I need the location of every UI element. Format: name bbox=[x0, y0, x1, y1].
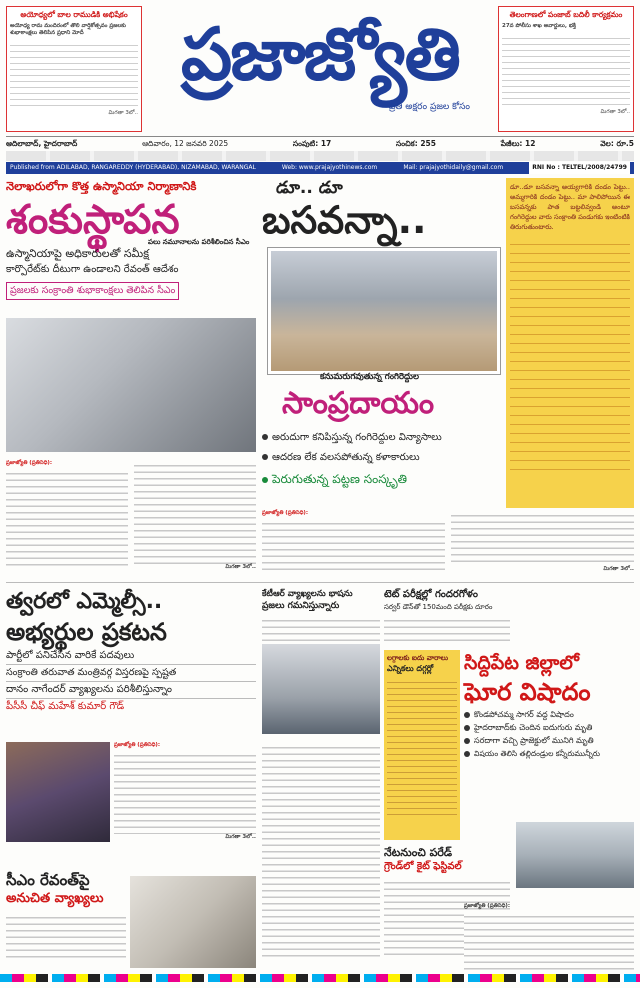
left-box-text bbox=[10, 40, 138, 110]
bullet-icon bbox=[464, 751, 470, 757]
story3-lines bbox=[114, 750, 256, 834]
story2-body bbox=[262, 510, 634, 578]
story2-b1-text: అరుదుగా కనిపిస్తున్న గంగిరెద్దుల విన్యాసాలు bbox=[272, 432, 442, 443]
story7-headline: ఎన్నికలు దగ్గర్లో bbox=[387, 664, 434, 673]
story2-col1-lines bbox=[262, 518, 445, 573]
story2-byline: ప్రజాజ్యోతి (ప్రతినిధి): bbox=[262, 510, 309, 516]
story6-b2 bbox=[464, 721, 634, 734]
story1-deck1: ఉస్మానియాపై అధికారులతో సమీక్ష bbox=[6, 247, 149, 260]
story6-body bbox=[464, 892, 634, 968]
story-elections-box bbox=[384, 650, 460, 840]
story6-b1-text: కొండపోచమ్మ సాగర్ వద్ద విషాదం bbox=[474, 710, 574, 719]
story-mlc bbox=[6, 588, 256, 738]
bullet-icon bbox=[262, 477, 268, 483]
story2-side-lines bbox=[510, 236, 630, 476]
story6-b2-text: హైదరాబాద్‌కు చెందిన ఐదుగురు మృతి bbox=[474, 723, 593, 732]
bullet-icon bbox=[262, 434, 268, 440]
story6-headline2: ఘోర విషాదం bbox=[464, 678, 591, 706]
dateline-volume: సంపుటి: 17 bbox=[292, 139, 332, 148]
story2-b3 bbox=[262, 470, 407, 488]
story3-l1: పార్టీలో పనిచేసిన వారికే పదవులు bbox=[6, 648, 256, 665]
story-shankusthapana bbox=[6, 178, 256, 458]
bullet-icon bbox=[262, 454, 268, 460]
story3-body bbox=[114, 742, 256, 842]
story1-kicker: నెలాఖరులోగా కొత్త ఉస్మానియా నిర్మాణానికి bbox=[6, 179, 197, 193]
story6-headline1: సిద్దిపేట జిల్లాలో bbox=[464, 652, 579, 674]
web-address[interactable]: Web: www.prajajyothinews.com bbox=[281, 164, 378, 171]
story1-col1 bbox=[6, 460, 128, 580]
story1-deck2: కార్పొరేట్‌కు దీటుగా ఉండాలని రేవంత్ ఆదేశం bbox=[6, 264, 179, 275]
story5-sub: సర్వర్ డౌన్‌తో 150మంది పరీక్షకు దూరం bbox=[384, 603, 493, 611]
story4-kicker: కేటీఆర్ వ్యాఖ్యలను భాషను bbox=[262, 589, 353, 599]
story6-byline: ప్రజాజ్యోతి (ప్రతినిధి): bbox=[464, 903, 511, 909]
story2-side-column bbox=[506, 178, 634, 508]
story8-headline: గ్రౌండ్‌లో కైట్ ఫెస్టివల్ bbox=[384, 861, 462, 872]
dateline-date: ఆదివారం, 12 జనవరి 2025 bbox=[142, 139, 229, 148]
story2-kicker: డూ.. డూ bbox=[276, 178, 343, 198]
left-box-end: మిగతా 3లో.. bbox=[108, 110, 138, 116]
story7-kicker: లగ్గాలకు ఐదు వారాలు bbox=[387, 654, 449, 662]
story1-end: మిగతా 3లో.. bbox=[225, 564, 256, 570]
story-basavanna bbox=[262, 178, 502, 508]
story9-lines bbox=[6, 912, 126, 962]
story8-kicker: నేటనుంచి పరేడ్ bbox=[384, 846, 453, 859]
published-from: Published from ADILABAD, RANGAREDDY (HYDERABAD), NIZAMABAD, WARANGAL bbox=[10, 164, 256, 171]
story2-b3-text: పెరుగుతున్న పట్టణ సంస్కృతి bbox=[272, 472, 408, 486]
story1-headline: శంకుస్థాపన bbox=[6, 197, 180, 243]
story7-lines bbox=[387, 677, 457, 817]
story2-col2 bbox=[451, 510, 634, 578]
story6-b3 bbox=[464, 734, 634, 747]
story-cm-remarks bbox=[6, 870, 126, 970]
story2-b2-text: ఆదరణ లేక వలసపోతున్న కళాకారులు bbox=[272, 452, 420, 463]
story6-b1 bbox=[464, 708, 634, 721]
story9-photo bbox=[130, 876, 256, 968]
story3-photo bbox=[6, 742, 110, 842]
rni-number: RNI No : TELTEL/2008/24799 bbox=[529, 162, 630, 174]
right-box-heading: తెలంగాణలో పంజాబ్ బదిలీ కార్యక్రమం bbox=[509, 10, 623, 19]
story6-b4-text: విషయం తెలిసి తల్లిదండ్రుల కన్నీరుమున్నీరు bbox=[474, 749, 600, 758]
story6-b4 bbox=[464, 747, 634, 760]
masthead-logo bbox=[150, 4, 490, 122]
story1-side: పలు నమూనాలను పరిశీలించిన సీఎం bbox=[148, 238, 250, 246]
mail-address[interactable]: Mail: prajajyothidaily@gmail.com bbox=[403, 164, 504, 171]
story4-lines bbox=[262, 742, 380, 958]
story2-end: మిగతా 3లో.. bbox=[603, 566, 634, 572]
story2-headline: బసవన్నా.. bbox=[262, 198, 427, 242]
story1-col2-lines bbox=[134, 460, 256, 564]
story4-lead-lines bbox=[262, 615, 380, 641]
newspaper-title: ప్రజాజ్యోతి bbox=[181, 12, 459, 96]
story4-headline: ప్రజలు గమనిస్తున్నారు bbox=[262, 601, 340, 611]
dateline-price: వెల: రూ.5 bbox=[600, 139, 634, 148]
newspaper-tagline: ప్రతి అక్షరం ప్రజల కోసం bbox=[388, 102, 470, 112]
story-tet bbox=[384, 588, 510, 648]
story2-col2-lines bbox=[451, 510, 634, 566]
story6-lines bbox=[464, 911, 634, 975]
publish-bar bbox=[6, 162, 634, 174]
story2-b2 bbox=[262, 450, 420, 466]
right-box-sub: 27వ పోలీసు శాఖ అవార్డులు, భక్తి bbox=[502, 23, 576, 29]
divider-mid bbox=[6, 582, 634, 583]
story3-headline2: అభ్యర్థుల ప్రకటన bbox=[6, 618, 167, 646]
story4-photo bbox=[262, 644, 380, 734]
story5-headline: టెట్ పరీక్షల్లో గందరగోళం bbox=[384, 589, 478, 600]
left-box-sub: అయోధ్య రామ మందిరంలో తొలి వార్షికోత్సవం ప్రజలకు శుభాకాంక్షలు తెలిపిన ప్రధాని మోదీ bbox=[10, 23, 126, 36]
story5-lines bbox=[384, 615, 510, 645]
story-siddipet bbox=[464, 650, 634, 820]
story3-l4: పీసీసీ చీఫ్ మహేశ్ కుమార్ గౌడ్ bbox=[6, 701, 125, 712]
print-colour-bar bbox=[0, 974, 640, 982]
story2-b1 bbox=[262, 430, 442, 446]
dateline-bar bbox=[6, 136, 634, 152]
left-box-heading: అయోధ్యలో బాల రాముడికి అభిషేకం bbox=[20, 10, 128, 19]
right-box-end: మిగతా 3లో.. bbox=[600, 109, 630, 115]
story3-end: మిగతా 3లో.. bbox=[225, 833, 256, 840]
story6-photo bbox=[516, 822, 634, 888]
story3-byline: ప్రజాజ్యోతి (ప్రతినిధి): bbox=[114, 742, 161, 748]
bullet-icon bbox=[464, 712, 470, 718]
story3-l3: దానం నాగేందర్ వ్యాఖ్యలను పరిశీలిస్తున్నాం bbox=[6, 682, 256, 699]
story1-col2 bbox=[134, 460, 256, 580]
story1-deck3: ప్రజలకు సంక్రాంతి శుభాకాంక్షలు తెలిపిన సీఎం bbox=[6, 282, 179, 300]
story2-photo bbox=[268, 248, 500, 374]
story2-side-text: డూ..డూ బసవన్నా అయ్యగారికి దండం పెట్టు.. అమ్మగారికి దండం పెట్టు.. మా పాలిపోయిన ఈ బసవన్నకు పాత బట్టలివ్వండి అంటూ గంగిరెద్దుల వారు సంక్రాంతి పండుగకు ఇంటింటికి తిరుగుతుంటారు. bbox=[510, 183, 630, 231]
story1-col1-lines bbox=[6, 468, 128, 568]
story2-col1 bbox=[262, 510, 445, 578]
dateline-place: ఆదిలాబాద్, హైదరాబాద్ bbox=[6, 139, 78, 148]
story1-byline: ప్రజాజ్యోతి (ప్రతినిధి): bbox=[6, 460, 53, 466]
right-box-text bbox=[502, 33, 630, 109]
story9-headline2: అనుచిత వ్యాఖ్యలు bbox=[6, 891, 104, 906]
masthead-right-box bbox=[498, 6, 634, 132]
story3-l2: సంక్రాంతి తరువాత మంత్రివర్గ విస్తరణపై స్పష్టత bbox=[6, 665, 256, 682]
story9-headline1: సీఎం రేవంత్‌పై bbox=[6, 871, 90, 889]
story2-sub: కనుమరుగవుతున్న గంగిరెద్దుల bbox=[320, 372, 419, 382]
bullet-icon bbox=[464, 738, 470, 744]
story-ktr bbox=[262, 588, 380, 968]
story2-headline2: సాంప్రదాయం bbox=[282, 386, 435, 421]
masthead-left-box bbox=[6, 6, 142, 132]
story6-b3-text: సరదాగా వచ్చి ప్రాజెక్టులో మునిగి మృతి bbox=[474, 736, 594, 745]
dateline-issue: సంచిక: 255 bbox=[395, 139, 436, 148]
bullet-icon bbox=[464, 725, 470, 731]
story1-photo bbox=[6, 318, 256, 452]
dateline-pages: పేజీలు: 12 bbox=[500, 139, 536, 148]
dateline-strip bbox=[6, 151, 634, 161]
story3-headline1: త్వరలో ఎమ్మెల్సీ.. bbox=[6, 589, 163, 614]
story1-body bbox=[6, 460, 256, 580]
